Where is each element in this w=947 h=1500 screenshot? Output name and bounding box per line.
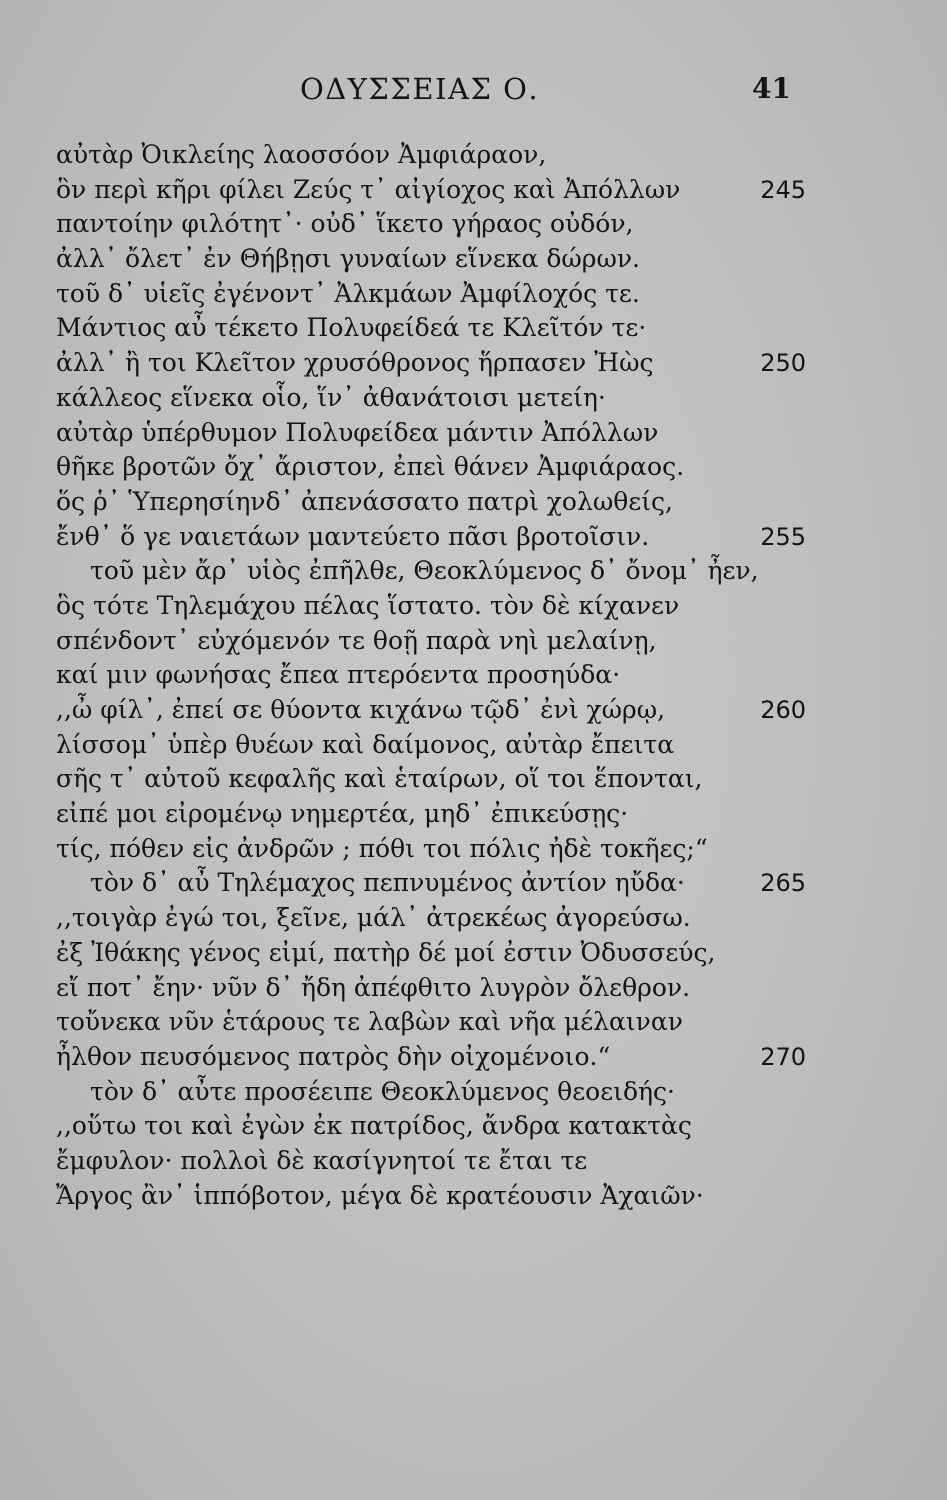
verse-line bbox=[56, 381, 796, 416]
verse-line bbox=[56, 971, 796, 1006]
verse-text: ἐξ Ἰθάκης γένος εἰμί, πατὴρ δέ μοί ἐστιν Ὀδυσσεύς, bbox=[56, 937, 716, 967]
verse-text: ,,ὦ φίλ᾿, ἐπεί σε θύοντα κιχάνω τῷδ᾿ ἐνὶ χώρῳ, bbox=[56, 695, 666, 724]
verse-block bbox=[56, 138, 806, 1213]
verse-line bbox=[56, 901, 796, 936]
verse-text: αὐτὰρ Ὀικλείης λαοσσόον Ἀμφιάραον, bbox=[56, 140, 547, 169]
verse-text: τίς, πόθεν εἰς ἀνδρῶν ; πόθι τοι πόλις ἠδὲ τοκῆες;“ bbox=[56, 833, 708, 863]
line-number: 255 bbox=[760, 522, 806, 551]
verse-text: λίσσομ᾿ ὑπὲρ θυέων καὶ δαίμονος, αὐτὰρ ἔπειτα bbox=[56, 729, 675, 759]
line-number: 270 bbox=[760, 1042, 806, 1071]
verse-text: ,,τοιγὰρ ἐγώ τοι, ξεῖνε, μάλ᾿ ἀτρεκέως ἀγορεύσω. bbox=[56, 903, 691, 933]
verse-line bbox=[56, 589, 796, 624]
verse-line bbox=[56, 346, 806, 381]
verse-line bbox=[56, 311, 796, 346]
verse-line bbox=[56, 762, 796, 797]
verse-text: σῆς τ᾿ αὐτοῦ κεφαλῆς καὶ ἑταίρων, οἵ τοι ἕπονται, bbox=[56, 764, 703, 794]
verse-text: παντοίην φιλότητ᾿· οὐδ᾿ ἵκετο γήραος οὐδόν, bbox=[56, 209, 634, 239]
verse-text: ἀλλ᾿ ἢ τοι Κλεῖτον χρυσόθρονος ἥρπασεν Ἠὼς bbox=[56, 348, 654, 378]
verse-text: Ἄργος ἂν᾿ ἱππόβοτον, μέγα δὲ κρατέουσιν Ἀχαιῶν· bbox=[56, 1180, 704, 1210]
verse-line bbox=[56, 797, 796, 832]
verse-text: Μάντιος αὖ τέκετο Πολυφείδεά τε Κλεῖτόν τε· bbox=[56, 313, 647, 343]
verse-text: αὐτὰρ ὑπέρθυμον Πολυφείδεα μάντιν Ἀπόλλων bbox=[56, 417, 659, 447]
verse-text: κάλλεος εἵνεκα οἷο, ἵν᾿ ἀθανάτοισι μετείη· bbox=[56, 382, 606, 412]
verse-text: τὸν δ᾿ αὖτε προσέειπε Θεοκλύμενος θεοειδής· bbox=[90, 1076, 675, 1106]
verse-line bbox=[56, 242, 796, 277]
verse-line bbox=[56, 485, 796, 520]
verse-text: ὃς τότε Τηλεμάχου πέλας ἵστατο. τὸν δὲ κίχανεν bbox=[56, 590, 680, 620]
line-number: 265 bbox=[760, 869, 806, 898]
verse-line bbox=[56, 277, 796, 312]
verse-line bbox=[56, 554, 796, 589]
verse-text: τὸν δ᾿ αὖ Τηλέμαχος πεπνυμένος ἀντίον ηὔδα· bbox=[90, 868, 685, 898]
verse-line bbox=[56, 1075, 796, 1110]
verse-text: καί μιν φωνήσας ἔπεα πτερόεντα προσηύδα· bbox=[56, 660, 621, 690]
verse-line bbox=[56, 207, 796, 242]
verse-text: ,,οὕτω τοι καὶ ἐγὼν ἐκ πατρίδος, ἄνδρα κατακτὰς bbox=[56, 1111, 692, 1141]
verse-line bbox=[56, 1109, 796, 1144]
verse-line bbox=[56, 936, 796, 971]
verse-line bbox=[56, 728, 796, 763]
verse-text: ἀλλ᾿ ὄλετ᾿ ἐν Θήβῃσι γυναίων εἵνεκα δώρων. bbox=[56, 244, 640, 274]
line-number: 245 bbox=[760, 175, 806, 204]
verse-text: εἰπέ μοι εἰρομένῳ νημερτέα, μηδ᾿ ἐπικεύσῃς· bbox=[56, 799, 629, 829]
verse-text: τοὔνεκα νῦν ἑτάρους τε λαβὼν καὶ νῆα μέλαιναν bbox=[56, 1007, 683, 1037]
verse-line bbox=[56, 1179, 796, 1214]
verse-line bbox=[56, 173, 806, 208]
verse-line bbox=[56, 832, 796, 867]
verse-line bbox=[56, 693, 806, 728]
verse-text: τοῦ δ᾿ υἱεῖς ἐγένοντ᾿ Ἀλκμάων Ἀμφίλοχός τε. bbox=[56, 278, 640, 308]
verse-text: ἦλθον πευσόμενος πατρὸς δὴν οἰχομένοιο.“ bbox=[56, 1041, 611, 1071]
verse-text: σπένδοντ᾿ εὐχόμενόν τε θοῇ παρὰ νηὶ μελαίνῃ, bbox=[56, 625, 657, 655]
running-title: ΟΔΥΣΣΕΙΑΣ Ο. bbox=[300, 72, 540, 106]
verse-line bbox=[56, 138, 796, 173]
line-number: 260 bbox=[760, 696, 806, 724]
verse-line bbox=[56, 450, 796, 485]
verse-line bbox=[56, 1005, 796, 1040]
verse-text: ὅς ῥ᾿ Ὑπερησίηνδ᾿ ἀπενάσσατο πατρὶ χολωθείς, bbox=[56, 486, 673, 516]
verse-text: ὃν περὶ κῆρι φίλει Ζεύς τ᾿ αἰγίοχος καὶ Ἀπόλλων bbox=[56, 174, 681, 204]
verse-line bbox=[56, 658, 796, 693]
verse-text: εἴ ποτ᾿ ἔην· νῦν δ᾿ ἤδη ἀπέφθιτο λυγρὸν ὄλεθρον. bbox=[56, 972, 691, 1002]
verse-line bbox=[56, 416, 796, 451]
verse-line bbox=[56, 624, 796, 659]
page-number: 41 bbox=[752, 72, 791, 105]
verse-text: τοῦ μὲν ἄρ᾿ υἱὸς ἐπῆλθε, Θεοκλύμενος δ᾿ ὄνομ᾿ ἦεν, bbox=[90, 556, 759, 586]
verse-text: ἔνθ᾿ ὅ γε ναιετάων μαντεύετο πᾶσι βροτοῖσιν. bbox=[56, 521, 650, 551]
verse-line bbox=[56, 1040, 806, 1075]
verse-line bbox=[56, 866, 806, 901]
page-header bbox=[0, 72, 947, 112]
verse-line bbox=[56, 1144, 796, 1179]
verse-text: θῆκε βροτῶν ὄχ᾿ ἄριστον, ἐπεὶ θάνεν Ἀμφιάραος. bbox=[56, 452, 685, 482]
verse-line bbox=[56, 520, 806, 555]
line-number: 250 bbox=[760, 349, 806, 378]
verse-text: ἔμφυλον· πολλοὶ δὲ κασίγνητοί τε ἔται τε bbox=[56, 1145, 588, 1175]
